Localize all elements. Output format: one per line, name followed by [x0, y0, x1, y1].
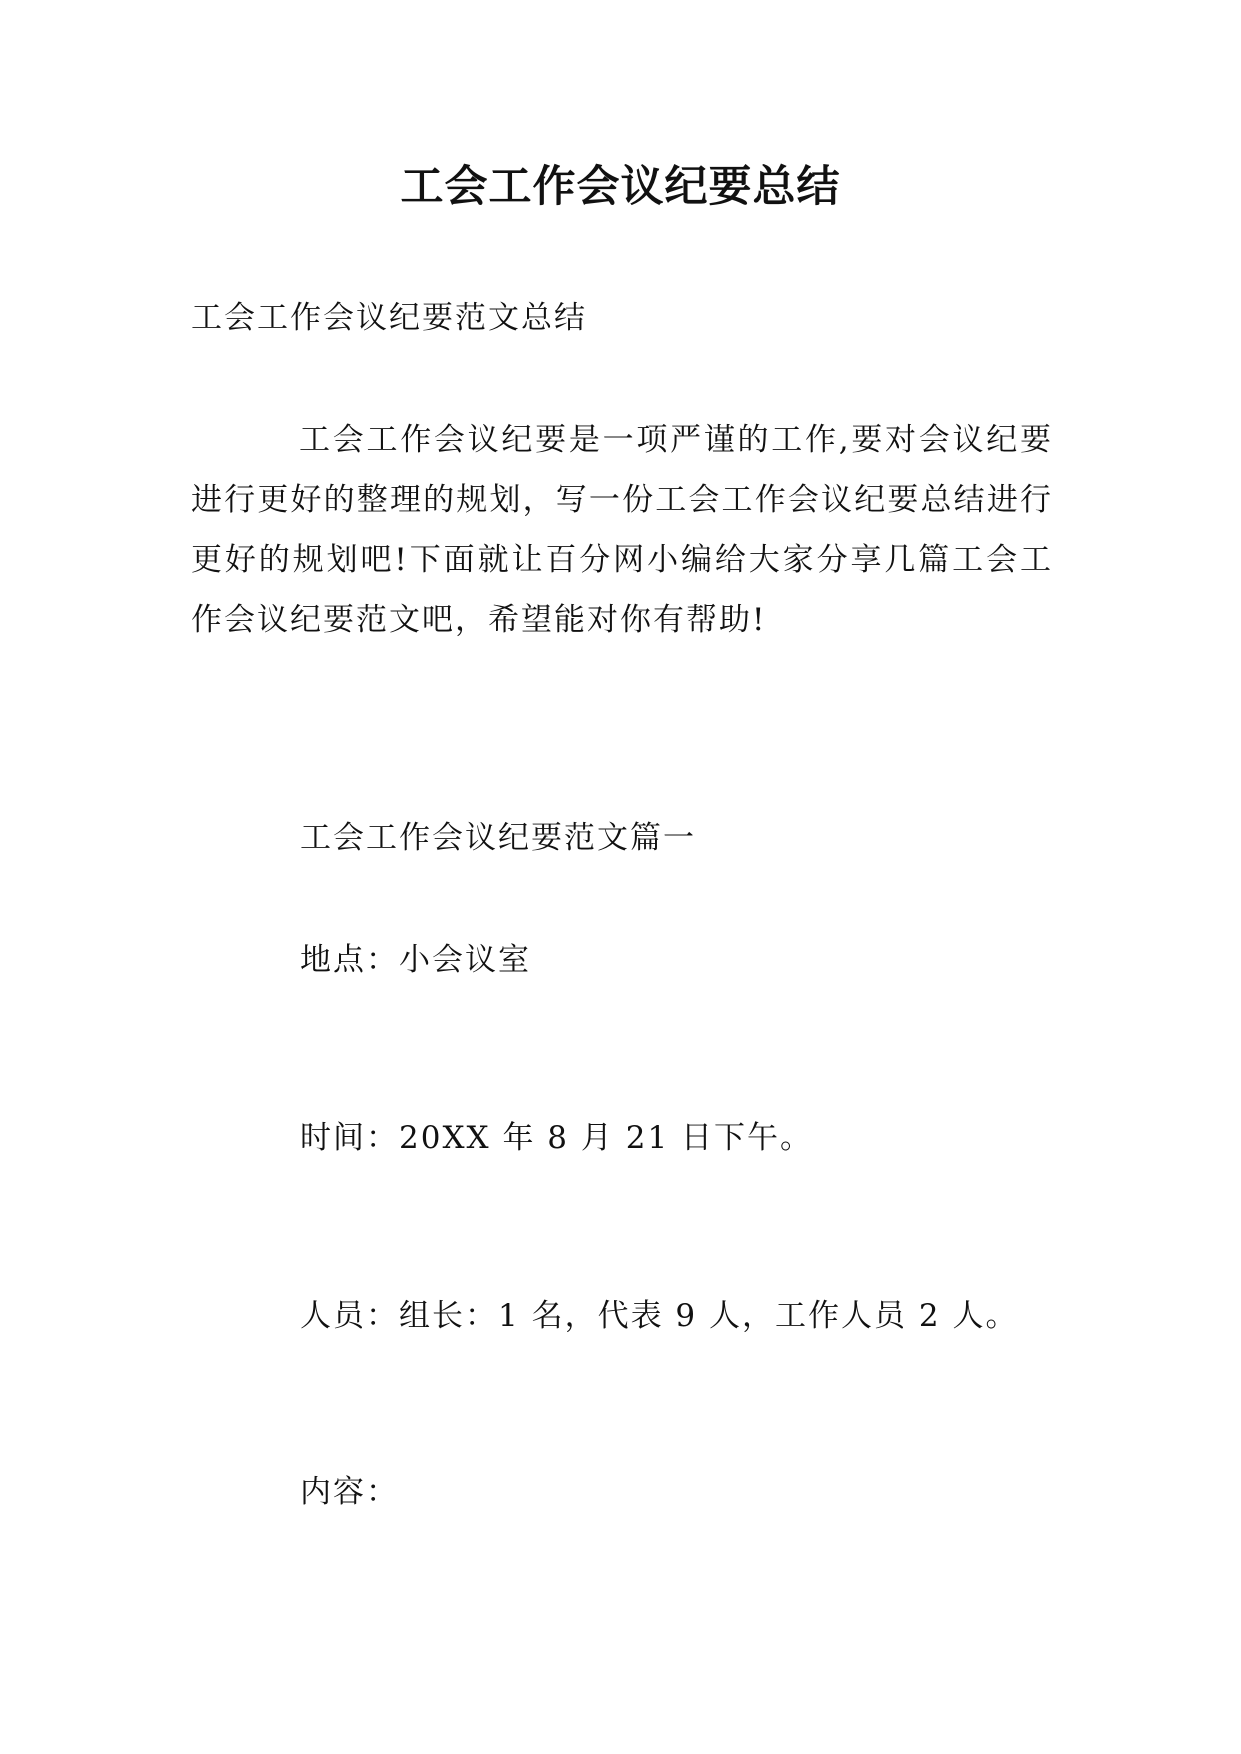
meeting-time: 时间：20XX 年 8 月 21 日下午。 — [300, 1120, 814, 1156]
document-subtitle: 工会工作会议纪要范文总结 — [191, 300, 587, 336]
document-title: 工会工作会议纪要总结 — [400, 162, 841, 212]
intro-paragraph: 工会工作会议纪要是一项严谨的工作,要对会议纪要进行更好的整理的规划，写一份工会工作会议纪要总结进行更好的规划吧!下面就让百分网小编给大家分享几篇工会工作会议纪要范文吧，希望能对你有帮助! — [191, 422, 1053, 638]
meeting-location: 地点：小会议室 — [300, 942, 531, 978]
section-heading: 工会工作会议纪要范文篇一 — [300, 820, 696, 856]
meeting-content-label: 内容： — [300, 1474, 399, 1510]
meeting-attendees: 人员：组长：1 名，代表 9 人，工作人员 2 人。 — [300, 1298, 1019, 1334]
